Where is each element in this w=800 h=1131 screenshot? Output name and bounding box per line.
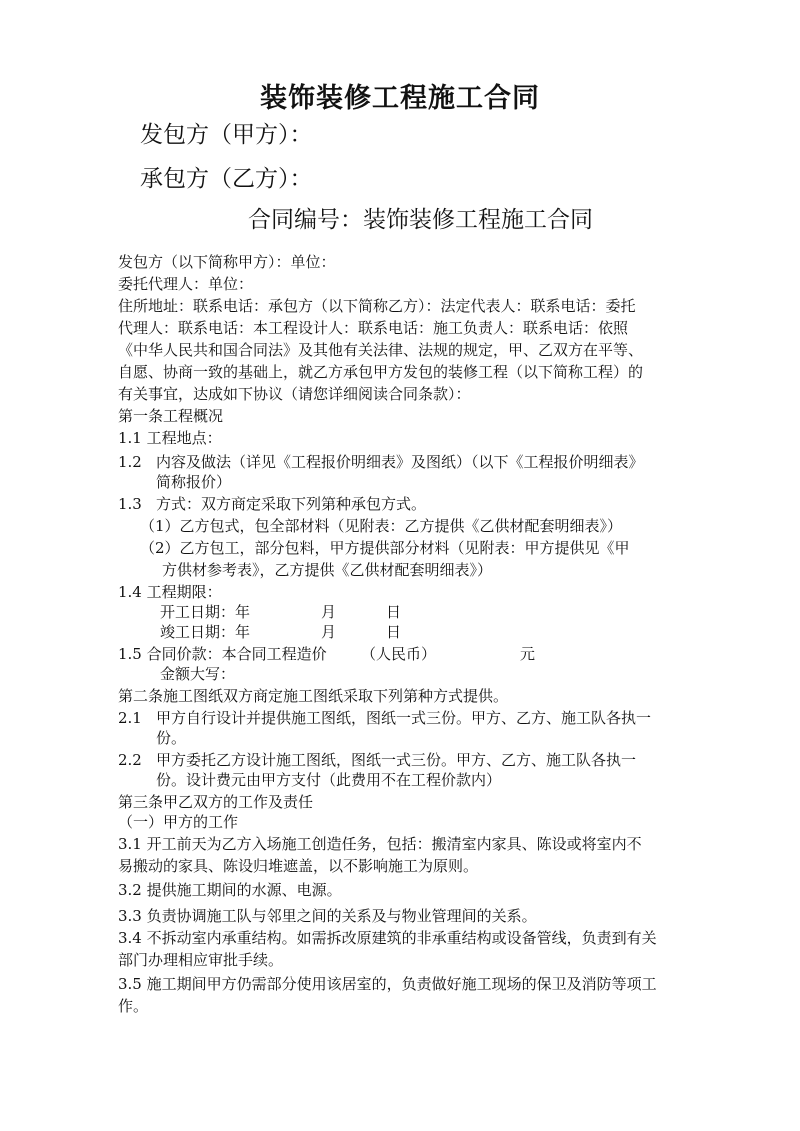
clause-2-1-line-2: 份。	[156, 729, 187, 747]
intro-line-2: 委托代理人：单位：	[118, 275, 254, 293]
amount-in-words: 金额大写：	[160, 665, 236, 683]
option-2-line-1: （2）乙方包工，部分包料，甲方提供部分材料（见附表：甲方提供见《甲	[140, 539, 630, 557]
clause-3-4-line-1: 3.4 不拆动室内承重结构。如需拆改原建筑的非承重结构或设备管线，负责到有关	[118, 929, 657, 947]
start-date-day: 日	[386, 603, 402, 621]
clause-3-1-line-1: 3.1 开工前天为乙方入场施工创造任务，包括：搬清室内家具、陈设或将室内不	[118, 835, 642, 853]
yuan-label: 元	[520, 645, 536, 663]
clause-3-4-line-2: 部门办理相应审批手续。	[118, 951, 284, 969]
clause-2-2-line-1: 甲方委托乙方设计施工图纸，图纸一式三份。甲方、乙方、施工队各执一	[156, 751, 637, 769]
article-2-heading: 第二条施工图纸双方商定施工图纸采取下列第种方式提供。	[118, 687, 509, 705]
clause-3-5-line-1: 3.5 施工期间甲方仍需部分使用该居室的，负责做好施工现场的保卫及消防等项工	[118, 975, 657, 993]
clause-3-5-line-2: 作。	[118, 997, 149, 1015]
clause-1-4: 1.4 工程期限：	[118, 583, 222, 601]
document-title: 装饰装修工程施工合同	[260, 83, 540, 114]
intro-line-6: 自愿、协商一致的基础上，就乙方承包甲方发包的装修工程（以下简称工程）的	[118, 363, 644, 381]
clause-1-1: 1.1 工程地点：	[118, 429, 222, 447]
clause-1-3: 方式：双方商定采取下列第种承包方式。	[156, 495, 427, 513]
intro-line-4: 代理人：联系电话：本工程设计人：联系电话：施工负责人：联系电话：依照	[118, 319, 629, 337]
start-date-label: 开工日期：年	[160, 603, 251, 621]
clause-2-1-number: 2.1	[118, 709, 142, 727]
clause-3-1-line-2: 易搬动的家具、陈设归堆遮盖，以不影响施工为原则。	[118, 857, 479, 875]
end-date-label: 竣工日期：年	[160, 623, 251, 641]
clause-1-5: 1.5 合同价款：本合同工程造价	[118, 645, 327, 663]
clause-1-3-number: 1.3	[118, 495, 142, 513]
intro-line-1: 发包方（以下简称甲方）：单位：	[118, 253, 336, 271]
rmb-label: （人民币）	[361, 645, 437, 663]
intro-line-5: 《中华人民共和国合同法》及其他有关法律、法规的规定，甲、乙双方在平等、	[118, 341, 644, 359]
party-a-duties-heading: （一）甲方的工作	[118, 813, 239, 831]
article-1-heading: 第一条工程概况	[118, 407, 224, 425]
option-2-line-2: 方供材参考表》，乙方提供《乙供材配套明细表》）	[162, 561, 493, 579]
clause-3-3: 3.3 负责协调施工队与邻里之间的关系及与物业管理间的关系。	[118, 907, 537, 925]
clause-1-2-number: 1.2	[118, 453, 142, 471]
end-date-day: 日	[386, 623, 402, 641]
contract-number: 合同编号：装饰装修工程施工合同	[248, 207, 593, 233]
intro-line-3: 住所地址：联系电话：承包方（以下简称乙方）：法定代表人：联系电话：委托	[118, 297, 636, 315]
option-1: （1）乙方包式，包全部材料（见附表：乙方提供《乙供材配套明细表》）	[140, 517, 623, 535]
clause-1-2-line-2: 简称报价）	[156, 473, 232, 491]
intro-line-7: 有关事宜，达成如下协议（请您详细阅读合同条款）：	[118, 385, 471, 403]
clause-3-2: 3.2 提供施工期间的水源、电源。	[118, 881, 342, 899]
party-b-line: 承包方（乙方）：	[140, 166, 313, 192]
end-date-month: 月	[321, 623, 337, 641]
start-date-month: 月	[321, 603, 337, 621]
clause-1-2-line-1: 内容及做法（详见《工程报价明细表》及图纸）（以下《工程报价明细表》	[156, 453, 644, 471]
party-a-line: 发包方（甲方）：	[140, 122, 313, 148]
clause-2-1-line-1: 甲方自行设计并提供施工图纸，图纸一式三份。甲方、乙方、施工队各执一	[156, 709, 652, 727]
clause-2-2-line-2: 份。设计费元由甲方支付（此费用不在工程价款内）	[156, 771, 502, 789]
article-3-heading: 第三条甲乙双方的工作及责任	[118, 793, 314, 811]
clause-2-2-number: 2.2	[118, 751, 142, 769]
